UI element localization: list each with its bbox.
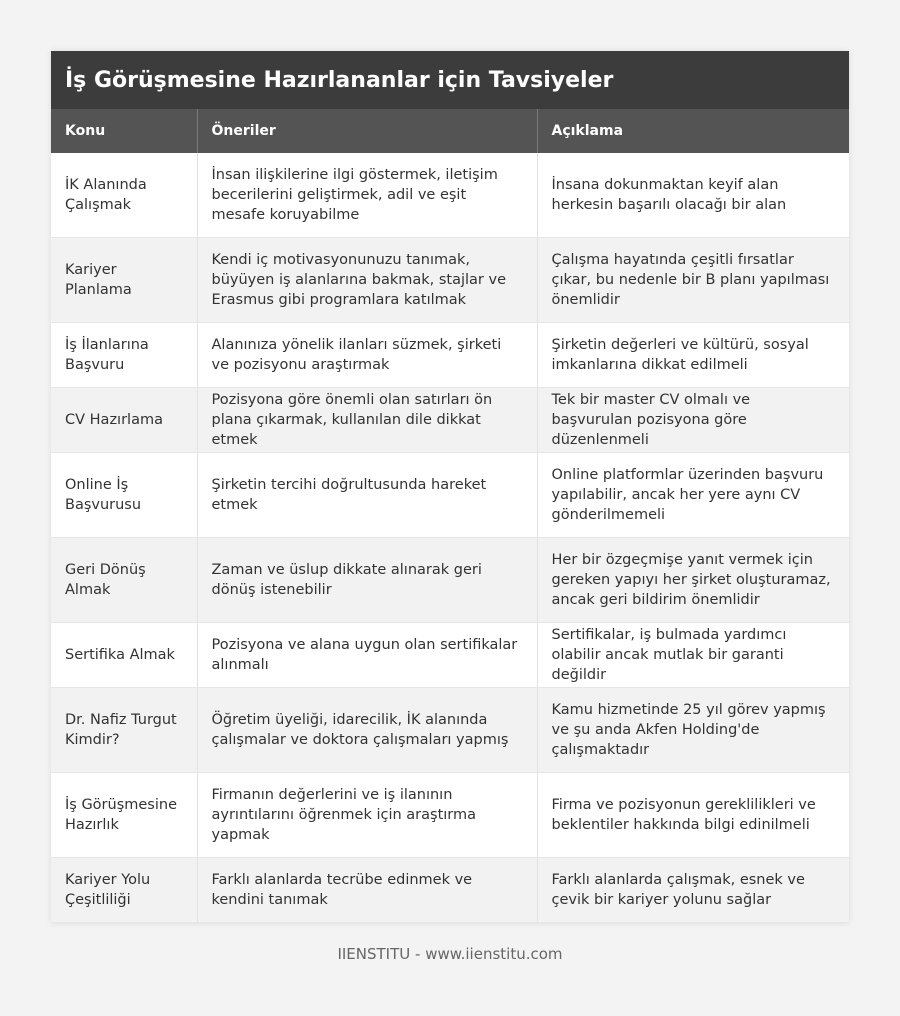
cell-explanation: Her bir özgeçmişe yanıt vermek için gereken yapıyı her şirket oluşturamaz, ancak geri bildirim önemlidir: [537, 538, 849, 623]
cell-explanation: Firma ve pozisyonun gereklilikleri ve beklentiler hakkında bilgi edinilmeli: [537, 773, 849, 858]
cell-explanation: Kamu hizmetinde 25 yıl görev yapmış ve şu anda Akfen Holding'de çalışmaktadır: [537, 688, 849, 773]
cell-suggestions: Farklı alanlarda tecrübe edinmek ve kendini tanımak: [197, 858, 537, 923]
cell-explanation: Farklı alanlarda çalışmak, esnek ve çevik bir kariyer yolunu sağlar: [537, 858, 849, 923]
cell-topic: İş İlanlarına Başvuru: [51, 323, 197, 388]
column-header-explanation: Açıklama: [537, 109, 849, 153]
table-row: [51, 858, 849, 923]
table-row: [51, 538, 849, 623]
column-header-topic: Konu: [51, 109, 197, 153]
cell-suggestions: İnsan ilişkilerine ilgi göstermek, iletişim becerilerini geliştirmek, adil ve eşit mesafe koruyabilme: [197, 153, 537, 238]
cell-suggestions: Alanınıza yönelik ilanları süzmek, şirketi ve pozisyonu araştırmak: [197, 323, 537, 388]
cell-explanation: Sertifikalar, iş bulmada yardımcı olabilir ancak mutlak bir garanti değildir: [537, 623, 849, 688]
cell-topic: Kariyer Planlama: [51, 238, 197, 323]
cell-explanation: İnsana dokunmaktan keyif alan herkesin başarılı olacağı bir alan: [537, 153, 849, 238]
table-row: [51, 773, 849, 858]
cell-suggestions: Zaman ve üslup dikkate alınarak geri dönüş istenebilir: [197, 538, 537, 623]
table-header-row: [51, 109, 849, 153]
table-row: [51, 238, 849, 323]
cell-topic: İş Görüşmesine Hazırlık: [51, 773, 197, 858]
footer-credit: IIENSTITU - www.iienstitu.com: [337, 945, 563, 963]
table-row: [51, 153, 849, 238]
cell-topic: Kariyer Yolu Çeşitliliği: [51, 858, 197, 923]
cell-topic: Online İş Başvurusu: [51, 453, 197, 538]
cell-topic: Sertifika Almak: [51, 623, 197, 688]
table-row: [51, 388, 849, 453]
cell-suggestions: Şirketin tercihi doğrultusunda hareket etmek: [197, 453, 537, 538]
cell-suggestions: Kendi iç motivasyonunuzu tanımak, büyüyen iş alanlarına bakmak, stajlar ve Erasmus gibi programlara katılmak: [197, 238, 537, 323]
table-row: [51, 323, 849, 388]
table-row: [51, 688, 849, 773]
cell-topic: CV Hazırlama: [51, 388, 197, 453]
cell-topic: İK Alanında Çalışmak: [51, 153, 197, 238]
cell-suggestions: Pozisyona ve alana uygun olan sertifikalar alınmalı: [197, 623, 537, 688]
column-header-suggestions: Öneriler: [197, 109, 537, 153]
advice-table-card: [51, 51, 849, 923]
cell-topic: Geri Dönüş Almak: [51, 538, 197, 623]
table-row: [51, 623, 849, 688]
table-title: İş Görüşmesine Hazırlananlar için Tavsiyeler: [51, 51, 849, 109]
cell-explanation: Çalışma hayatında çeşitli fırsatlar çıkar, bu nedenle bir B planı yapılması önemlidir: [537, 238, 849, 323]
cell-suggestions: Firmanın değerlerini ve iş ilanının ayrıntılarını öğrenmek için araştırma yapmak: [197, 773, 537, 858]
cell-explanation: Tek bir master CV olmalı ve başvurulan pozisyona göre düzenlenmeli: [537, 388, 849, 453]
cell-suggestions: Pozisyona göre önemli olan satırları ön plana çıkarmak, kullanılan dile dikkat etmek: [197, 388, 537, 453]
cell-suggestions: Öğretim üyeliği, idarecilik, İK alanında çalışmalar ve doktora çalışmaları yapmış: [197, 688, 537, 773]
table-row: [51, 453, 849, 538]
cell-explanation: Online platformlar üzerinden başvuru yapılabilir, ancak her yere aynı CV gönderilmemeli: [537, 453, 849, 538]
cell-topic: Dr. Nafiz Turgut Kimdir?: [51, 688, 197, 773]
advice-table: [51, 109, 849, 923]
cell-explanation: Şirketin değerleri ve kültürü, sosyal imkanlarına dikkat edilmeli: [537, 323, 849, 388]
